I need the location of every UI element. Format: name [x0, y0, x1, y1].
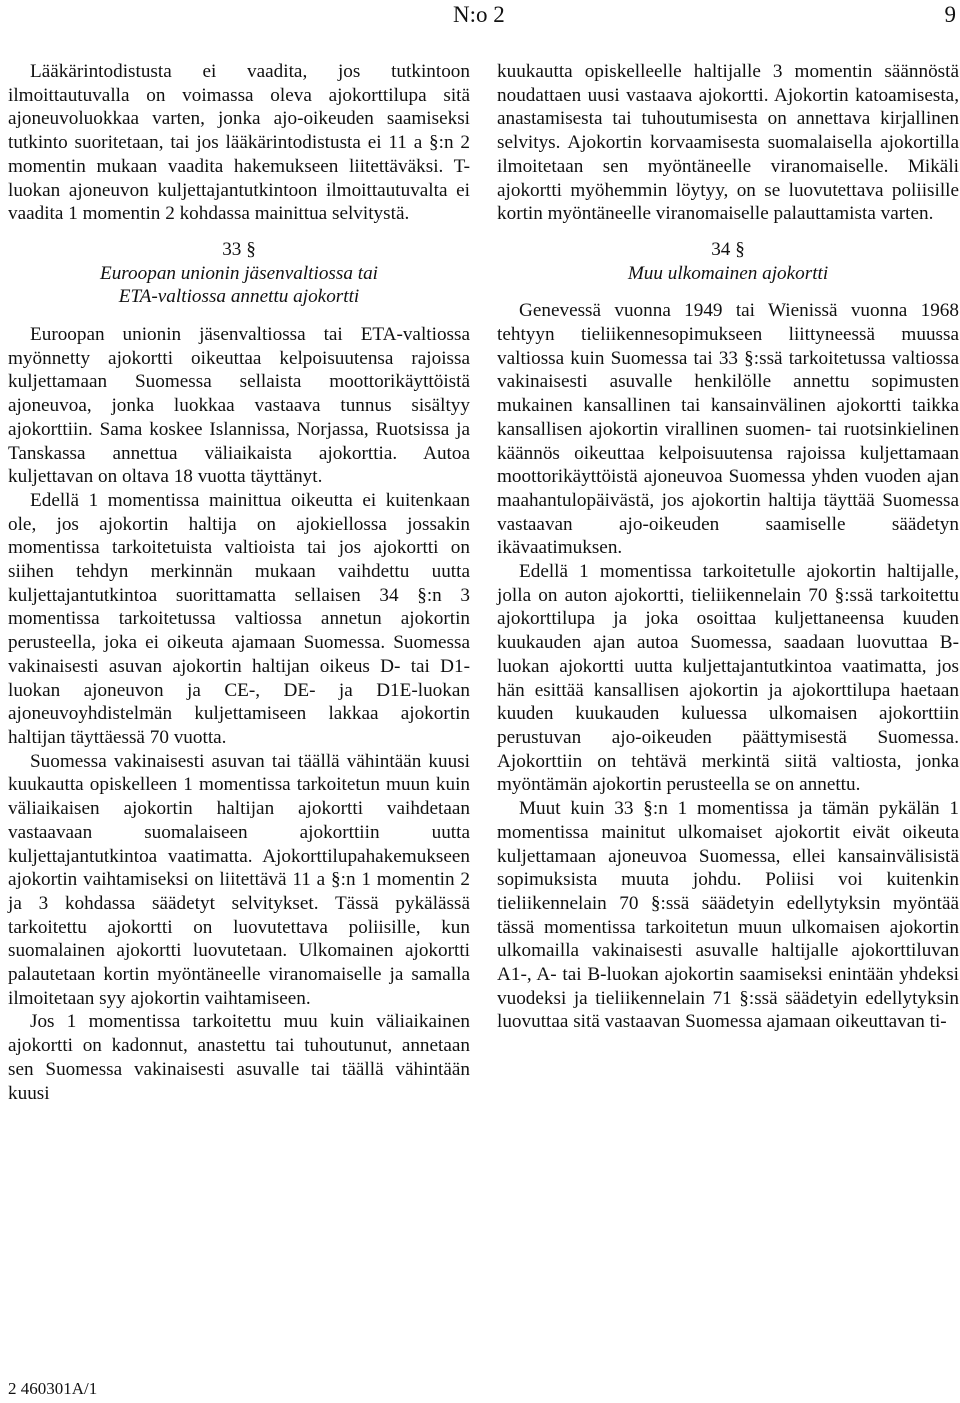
page-header — [0, 2, 960, 32]
paragraph: Genevessä vuonna 1949 tai Wienissä vuonna 1968 tehtyyn tieliikennesopimukseen liittyneessä muussa valtiossa kuin Suomessa tai 33 §:ssä tarkoitetussa valtiossa vakinaisesti asuvalle henkilölle annettu sopimusten mukainen kansallinen tai kansainvälinen ajokortti taikka kansallisen ajokortin virallinen suomen- tai ruotsinkielinen käännös oikeuttaa kelpoisuutensa rajoissa kuljettamaan moottorikäyttöistä ajoneuvoa Suomessa yhden vuoden ajan maahantulopäivästä, jos ajokortin haltija täyttää Suomessa vastaavan ajo-oikeuden saamiselle säädetyn ikävaatimuksen. — [497, 300, 959, 559]
paragraph: Edellä 1 momentissa mainittua oikeutta ei kuitenkaan ole, jos ajokortin haltija on ajokiellossa jossakin momentissa tarkoitetuista valtioista tai jos ajokortti on siihen tehdyn merkinnän mukaan vaihdettu uutta kuljettajantutkintoa suorittamatta sellaisen 34 §:n 3 momentissa tarkoitetussa valtiossa annetun ajokortin perusteella, joka ei oikeuta ajamaan Suomessa. Suomessa vakinaisesti asuvan ajokortin haltijan oikeus D- tai D1-luokan ajoneuvon ja CE-, DE- ja D1E-luokan ajoneuvoyhdistelmän kuljettamiseen lakkaa ajokortin haltijan täyttäessä 70 vuotta. — [8, 489, 470, 748]
paragraph: Edellä 1 momentissa tarkoitetulle ajokortin haltijalle, jolla on auton ajokortti, tieliikennelain 70 §:ssä tarkoitettu ajokorttilupa ja joka osoittaa kuljettaneensa kuuden kuukauden ajan autoa Suomessa, saadaan luovuttaa B-luokan ajokortti uutta kuljettajantutkintoa vaatimatta, jos hän esittää kansallisen ajokortin ja ajokorttilupa haetaan kuuden kuukauden kuluessa ulkomaisen ajokorttiin perustuvan ajo-oikeuden päättymisestä Suomessa. Ajokorttiin on tehtävä merkintä siitä valtiosta, jonka myöntämän ajokortin perusteella se on annettu. — [497, 561, 959, 796]
section-number: 34 § — [711, 238, 745, 260]
paragraph: Euroopan unionin jäsenvaltiossa tai ETA-valtiossa myönnetty ajokortti oikeuttaa kelpoisuutensa rajoissa kuljettamaan Suomessa sellaista moottorikäyttöistä ajoneuvoa, jonka luokkaa vastaava tunnus sisältyy ajokorttiin. Sama koskee Islannissa, Norjassa, Ruotsissa ja Tanskassa annettua väliaikaista ajokorttia. Autoa kuljettavan on oltava 18 vuotta täyttänyt. — [8, 324, 470, 488]
section-number: 33 § — [222, 238, 256, 260]
section-title-line-1: Euroopan unionin jäsenvaltiossa tai — [99, 262, 379, 284]
paragraph: Lääkärintodistusta ei vaadita, jos tutkintoon ilmoittautuvalla on voimassa oleva ajokorttilupa sitä ajoneuvoluokkaa varten, jonka ajo-oikeuden saamiseksi tutkinto suoritetaan, tai jos lääkärintodistusta ei 11 a §:n 2 momentin mukaan vaadita hakemukseen liitettäväksi. T-luokan ajoneuvon kuljettajantutkintoon ilmoittautuvalta ei vaadita 1 momentin 2 kohdassa mainittua selvitystä. — [8, 61, 470, 225]
section-title: Muu ulkomainen ajokortti — [627, 262, 829, 284]
section-heading-34 — [497, 238, 959, 285]
paragraph: Jos 1 momentissa tarkoitettu muu kuin väliaikainen ajokortti on kadonnut, anastettu tai tuhoutunut, annetaan sen Suomessa vakinaisesti asuvalle tai täällä vähintään kuusi — [8, 1011, 470, 1104]
page-number: 9 — [944, 2, 956, 27]
section-title-line-2: ETA-valtiossa annettu ajokortti — [118, 286, 360, 308]
right-column — [497, 60, 959, 1034]
paragraph: Muut kuin 33 §:n 1 momentissa ja tämän pykälän 1 momentissa mainitut ulkomaiset ajokortit eivät oikeuta kuljettamaan ajoneuvoa Suomessa, ellei kansainvälisistä sopimuksista muuta johdu. Poliisi voi kuitenkin tieliikennelain 70 §:ssä säädetyin edellytyksin myöntää tässä momentissa tarkoitetun muun ulkomaisen ajokortin ulkomailla vakinaisesti asuvalle haltijalle ajokorttiluvan A1-, A- tai B-luokan ajokortin saamiseksi enintään yhdeksi vuodeksi ja tieliikennelain 71 §:ssä säädetyin edellytyksin luovuttaa sitä vastaavan Suomessa ajamaan oikeuttavan ti- — [497, 798, 959, 1033]
section-heading-33 — [8, 238, 470, 309]
paragraph: Suomessa vakinaisesti asuvan tai täällä vähintään kuusi kuukautta opiskelleen 1 momentissa tarkoitetun muun kuin väliaikaisen ajokortin haltijan ajokortti vaihdetaan vastaavaan suomalaiseen ajokorttiin uutta kuljettajantutkintoa vaatimatta. Ajokorttilupahakemukseen ajokortin vaihtamiseksi on liitettävä 11 a §:n 1 momentin 2 ja 3 kohdassa säädetyt selvitykset. Tässä pykälässä tarkoitettu ajokortti on luovutettava poliisille, kun suomalainen ajokortti luovutetaan. Ulkomainen ajokortti palautetaan kortin myöntäneelle viranomaiselle ja samalla ilmoitetaan syy ajokortin vaihtamiseen. — [8, 750, 470, 1009]
issue-number: N:o 2 — [453, 2, 505, 27]
page-footer-code: 2 460301A/1 — [8, 1379, 98, 1398]
paragraph: kuukautta opiskelleelle haltijalle 3 momentin säännöstä noudattaen uusi vastaava ajokortti. Ajokortin katoamisesta, anastamisesta tai tuhoutumisesta on annettava kirjallinen selvitys. Ajokortin korvaamisesta suomalaisella ajokortilla ilmoitetaan sen myöntäneelle viranomaiselle. Mikäli ajokortti myöhemmin löytyy, on se luovutettava poliisille kortin myöntäneelle viranomaiselle palauttamista varten. — [497, 61, 959, 225]
left-column — [8, 60, 470, 1105]
